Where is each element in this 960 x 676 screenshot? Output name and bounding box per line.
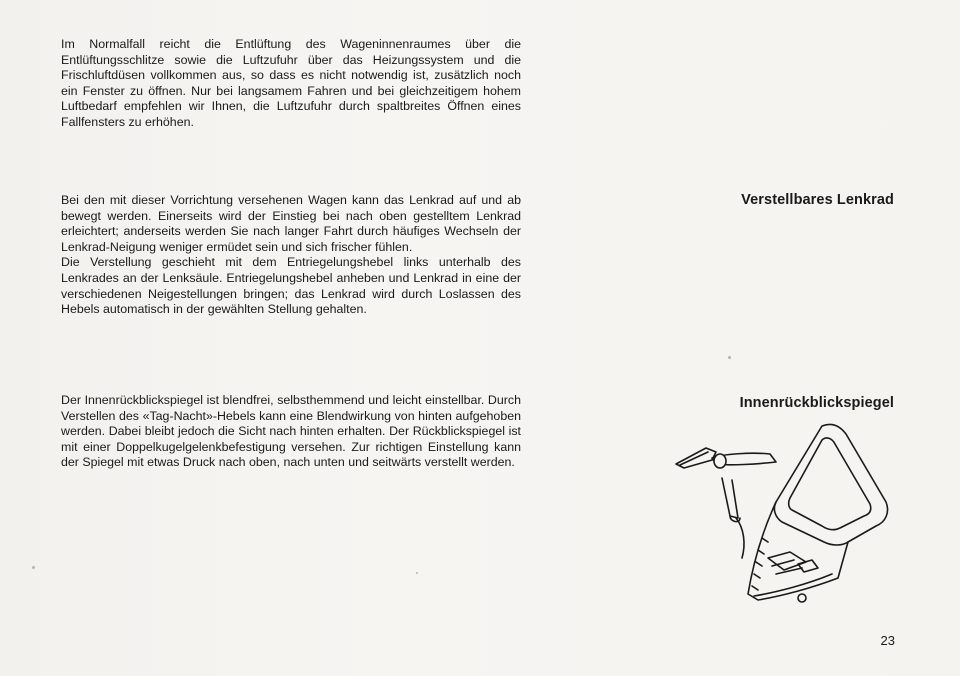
paper-speck bbox=[32, 566, 35, 569]
ventilation-text: Im Normalfall reicht die Entlüftung des Wageninnenraumes über die Entlüftungsschlitze sowie die Luftzufuhr über das Heizungssystem und die Frischluftdüsen vollkommen aus, so dass es nicht notwendig ist, zusätzlich noch ein Fenster zu öffnen. Nur bei langsamem Fahren und bei gleichzeitigem hohem Luftbedarf empfehlen wir Ihnen, die Luftzufuhr durch spaltbreites Öffnen eines Fallfensters zu erhöhen. bbox=[61, 37, 521, 129]
mirror-text: Der Innenrückblickspiegel ist blendfrei, selbsthemmend und leicht einstellbar. Durch Verstellen des «Tag-Nacht»-Hebels kann eine Blendwirkung von hinten aufgehoben werden. Dabei bleibt jedoch die Sicht nach hinten erhalten. Der Rückblickspiegel ist mit einer Doppelkugelgelenkbefestigung versehen. Zur richtigen Einstellung kann der Spiegel mit etwas Druck nach oben, nach unten und seitwärts verstellt werden. bbox=[61, 393, 521, 470]
mirror-heading: Innenrückblickspiegel bbox=[739, 395, 894, 411]
steering-text-1: Bei den mit dieser Vorrichtung versehenen Wagen kann das Lenkrad auf und ab bewegt werden. Einerseits wird der Einstieg bei nach oben gestelltem Lenkrad erleichtert; anderseits werden Sie nach langer Fahrt durch häufiges Wechseln der Lenkrad-Neigung weniger ermüdet sein und sich frischer fühlen. bbox=[61, 193, 521, 254]
steering-heading: Verstellbares Lenkrad bbox=[741, 192, 894, 208]
ventilation-paragraph bbox=[61, 37, 521, 131]
paper-speck bbox=[416, 572, 418, 574]
rearview-mirror-illustration bbox=[672, 418, 897, 608]
page-number: 23 bbox=[880, 633, 895, 648]
steering-text-2: Die Verstellung geschieht mit dem Entriegelungshebel links unterhalb des Lenkrades an der Lenksäule. Entriegelungshebel anheben und Lenkrad in eine der verschiedenen Neigestellungen bringen; das Lenkrad wird durch Loslassen des Hebels automatisch in der gewählten Stellung gehalten. bbox=[61, 255, 521, 317]
paper-speck bbox=[728, 356, 731, 359]
steering-paragraph bbox=[61, 193, 521, 318]
mirror-paragraph bbox=[61, 393, 521, 471]
